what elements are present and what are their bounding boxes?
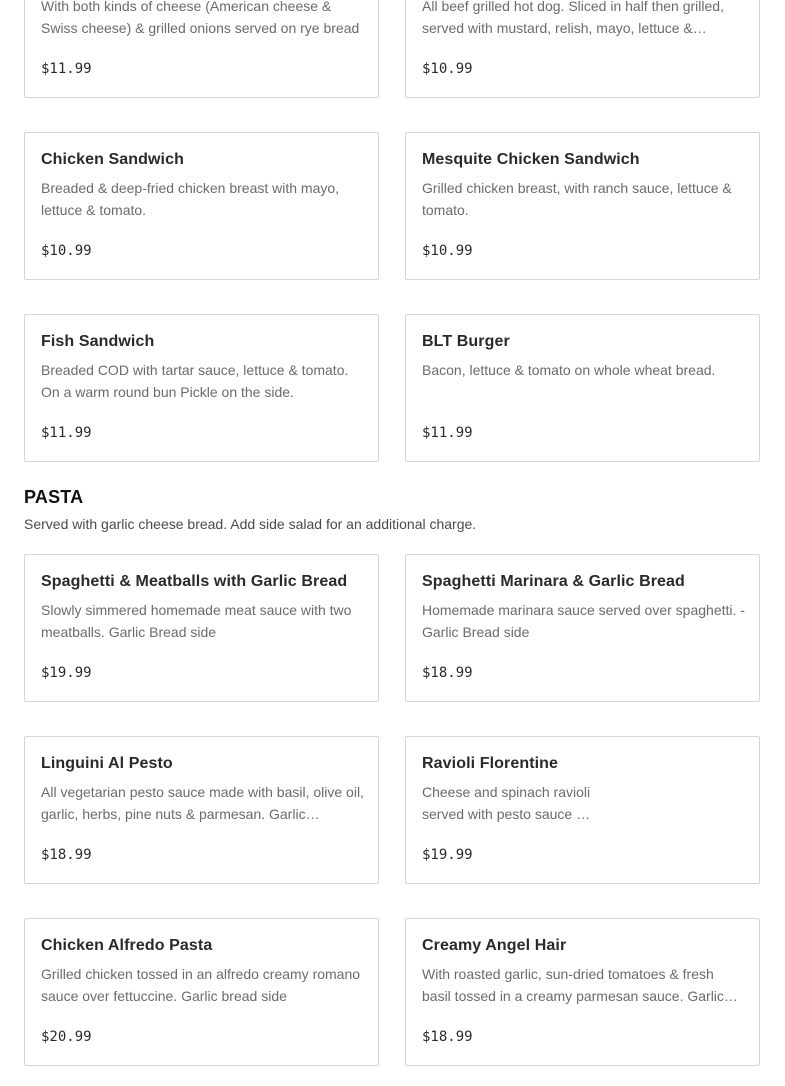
menu-item-description: Cheese and spinach ravioli served with pesto sauce … — [422, 784, 591, 822]
menu-item-description: Bacon, lettuce & tomato on whole wheat bread. — [422, 362, 716, 378]
menu-item-name: BLT Burger — [422, 333, 510, 350]
menu-item-price: $10.99 — [422, 61, 473, 77]
menu-item-card-chicken-alfredo-pasta[interactable] — [24, 918, 379, 1066]
menu-item-card-creamy-angel-hair[interactable] — [405, 918, 760, 1066]
menu-item-card-linguini-al-pesto[interactable] — [24, 736, 379, 884]
menu-item-description: All beef grilled hot dog. Sliced in half then grilled, served with mustard, relish, mayo, lettuce &… — [422, 0, 724, 36]
menu-item-description: Homemade marinara sauce served over spaghetti. - Garlic Bread side — [422, 602, 745, 640]
menu-item-card-spaghetti-marinara[interactable] — [405, 554, 760, 702]
menu-item-description: With both kinds of cheese (American cheese & Swiss cheese) & grilled onions served on rye bread — [41, 0, 360, 36]
menu-item-card-mesquite-chicken-sandwich[interactable] — [405, 132, 760, 280]
menu-item-card-hot-dog[interactable] — [405, 0, 760, 98]
menu-item-description: All vegetarian pesto sauce made with basil, olive oil, garlic, herbs, pine nuts & parmesan. Garlic… — [41, 784, 364, 822]
menu-item-description: Grilled chicken breast, with ranch sauce, lettuce & tomato. — [422, 180, 732, 218]
menu-item-description: Breaded COD with tartar sauce, lettuce & tomato. On a warm round bun Pickle on the side. — [41, 362, 349, 400]
section-subtitle-pasta: Served with garlic cheese bread. Add side salad for an additional charge. — [24, 516, 477, 532]
menu-item-description: With roasted garlic, sun-dried tomatoes & fresh basil tossed in a creamy parmesan sauce. Garlic… — [422, 966, 738, 1004]
menu-item-price: $11.99 — [41, 61, 92, 77]
menu-item-name: Linguini Al Pesto — [41, 755, 173, 772]
menu-item-price: $18.99 — [422, 665, 473, 681]
menu-item-name: Fish Sandwich — [41, 333, 155, 350]
menu-item-name: Mesquite Chicken Sandwich — [422, 151, 640, 168]
menu-item-card-chicken-sandwich[interactable] — [24, 132, 379, 280]
menu-item-card-cheese-sandwich[interactable] — [24, 0, 379, 98]
menu-item-name: Chicken Sandwich — [41, 151, 184, 168]
menu-item-price: $18.99 — [422, 1029, 473, 1045]
menu-item-price: $18.99 — [41, 847, 92, 863]
menu-item-price: $10.99 — [41, 243, 92, 259]
menu-item-price: $10.99 — [422, 243, 473, 259]
menu-item-name: Chicken Alfredo Pasta — [41, 937, 213, 954]
menu-item-description: Grilled chicken tossed in an alfredo creamy romano sauce over fettuccine. Garlic bread side — [41, 966, 361, 1004]
menu-item-name: Spaghetti Marinara & Garlic Bread — [422, 573, 685, 590]
menu-item-card-fish-sandwich[interactable] — [24, 314, 379, 462]
menu-item-price: $19.99 — [422, 847, 473, 863]
menu-item-price: $11.99 — [422, 425, 473, 441]
menu-item-price: $20.99 — [41, 1029, 92, 1045]
menu-item-card-spaghetti-meatballs[interactable] — [24, 554, 379, 702]
menu-item-price: $19.99 — [41, 665, 92, 681]
menu-item-name: Creamy Angel Hair — [422, 937, 567, 954]
menu-item-description: Breaded & deep-fried chicken breast with mayo, lettuce & tomato. — [41, 180, 340, 218]
menu-item-name: Spaghetti & Meatballs with Garlic Bread — [41, 573, 348, 590]
menu-item-card-ravioli-florentine[interactable] — [405, 736, 760, 884]
section-title-pasta: PASTA — [24, 487, 84, 507]
menu-item-price: $11.99 — [41, 425, 92, 441]
menu-item-description: Slowly simmered homemade meat sauce with two meatballs. Garlic Bread side — [41, 602, 352, 640]
menu-item-name: Ravioli Florentine — [422, 755, 559, 772]
menu-item-card-blt-burger[interactable] — [405, 314, 760, 462]
